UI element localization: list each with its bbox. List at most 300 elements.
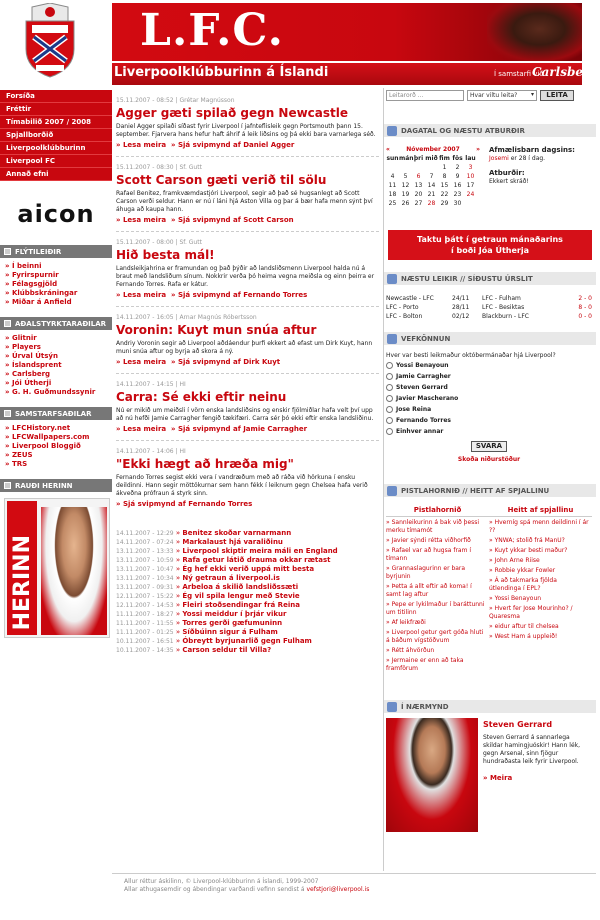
calendar-day[interactable]: 13 (414, 182, 423, 189)
player-profile-link[interactable]: » Sjá svipmynd af Jamie Carragher (171, 425, 307, 433)
column-article-link[interactable]: » Jermaine er enn að taka framförum (386, 657, 489, 673)
news-date: 10.11.2007 - 16:51 (116, 638, 174, 645)
sponsor-prefix: Í samstarfi við (494, 70, 544, 78)
link-urval[interactable]: » Úrval Útsýn (5, 352, 112, 361)
divider (116, 440, 379, 441)
poll-title: VEFKÖNNUN (401, 334, 451, 343)
link-i-beinni[interactable]: » Í beinni (5, 262, 112, 271)
radio-icon[interactable] (386, 406, 393, 413)
footer-copyright: Allur réttur áskilinn, © Liverpool-klúbburinn á Íslandi, 1999-2007 (124, 878, 319, 885)
herinn-title: RAUÐI HERINN (15, 481, 73, 490)
forum-thread-link[interactable]: » Yossi Benayoun (489, 595, 592, 603)
calendar-day[interactable]: 6 (416, 173, 421, 180)
birthday-label: Afmælisbarn dagsins: (489, 146, 575, 154)
article (112, 163, 383, 225)
article-meta: 14.11.2007 - 16:05 | Arnar Magnús Róbertsson (116, 314, 257, 321)
read-more-link[interactable]: » Lesa meira (116, 291, 166, 299)
herinn-header (0, 479, 112, 492)
poll-option-label: Fernando Torres (396, 417, 451, 424)
article (112, 380, 383, 434)
gerrard-photo[interactable] (386, 718, 478, 832)
calendar-day[interactable]: 19 (401, 191, 410, 198)
poll (386, 350, 592, 463)
fixtures-icon (387, 274, 397, 284)
people-icon (387, 486, 397, 496)
poll-icon (387, 334, 397, 344)
result-score[interactable]: 2 - 0 (578, 295, 592, 302)
fixture-row (386, 303, 592, 312)
flytileidir-header (0, 245, 112, 258)
calendar-day (399, 163, 412, 172)
events-label: Atburðir: (489, 169, 525, 177)
article-title[interactable]: Voronin: Kuyt mun snúa aftur (116, 323, 317, 337)
right-column (384, 88, 596, 871)
calendar-day (412, 163, 425, 172)
divider (116, 156, 379, 157)
player-profile-link[interactable]: » Sjá svipmynd af Dirk Kuyt (171, 358, 280, 366)
calendar-weekday: lau (465, 155, 476, 162)
player-profile-link[interactable]: » Sjá svipmynd af Daniel Agger (171, 141, 294, 149)
article-links (116, 291, 379, 300)
focus-header (384, 700, 596, 713)
nav-item-forsida[interactable]: Forsíða (0, 90, 112, 103)
calendar-day[interactable]: 2 (455, 164, 460, 171)
radio-icon[interactable] (386, 395, 393, 402)
article-body: Landsleikjahrina er framundan og það þýðir að landsliðsmenn Liverpool halda nú á braut með landsliðum sínum. Nokkrir verða þó heima vegna meiðsla og einn þeirra er Fernando Torres. Rafa er kátur. (116, 265, 375, 288)
fixture-date[interactable]: 24/11 (452, 295, 470, 302)
radio-icon[interactable] (386, 384, 393, 391)
focus-more-link[interactable]: » Meira (483, 774, 513, 782)
article-links (116, 141, 379, 150)
nav-item-annad-efni[interactable]: Annað efni (0, 168, 112, 181)
games-title: NÆSTU LEIKIR // SÍÐUSTU ÚRSLIT (401, 274, 533, 283)
news-headline[interactable]: Benitez skoðar varnarmann (182, 529, 292, 537)
news-list-item[interactable] (116, 592, 379, 601)
news-date: 14.11.2007 - 07:24 (116, 539, 174, 546)
news-list-item[interactable] (116, 538, 379, 547)
article-body: Rafael Benitez, framkvæmdastjóri Liverpool, segir að það sé hugsanlegt að Scott Carson verði seldur. Hann er nú í láni hjá Aston Villa og þar á bær hafa menn sýnt því áhuga að kaupa hann. (116, 190, 373, 213)
calendar-day[interactable]: 15 (440, 182, 449, 189)
aicon-sponsor-logo[interactable]: aicon (17, 200, 95, 228)
news-headline[interactable]: Torres gerði gæfumuninn (182, 619, 283, 627)
column-article-link[interactable]: » Javier sýndi rétta viðhorfið (386, 537, 489, 545)
poll-option-label: Javier Mascherano (396, 395, 459, 402)
news-list-item[interactable] (116, 628, 379, 637)
article-body: Fernando Torres segist ekki vera í vandræðum með að ráða við hörkuna í ensku deildinni. Hann segir möttökurnar sem hann fékk í leiknum gegn Chelsea hafa verið ákveðna prófraun á styrk sinn. (116, 474, 368, 497)
section-icon (4, 248, 11, 255)
forum-thread-link[interactable]: » Hvert fer Jose Mourinho? / Quaresma (489, 605, 592, 621)
news-date: 13.11.2007 - 10:47 (116, 566, 174, 573)
divider (116, 231, 379, 232)
player-profile-link[interactable]: » Sjá svipmynd af Scott Carson (171, 216, 294, 224)
calendar-day[interactable]: 21 (427, 191, 436, 198)
promo-line-1: Taktu þátt í getraun mánaðarins (417, 235, 563, 244)
column-article-link[interactable]: » Þetta á allt eftir að koma! í samt lag aftur (386, 583, 489, 599)
birthday-suffix: er 28 í dag. (510, 155, 546, 162)
result-match[interactable]: LFC - Fulham (482, 295, 521, 302)
article (112, 447, 383, 509)
forum-thread-link[interactable]: » West Ham á uppleið! (489, 633, 592, 641)
article-body: Andriy Voronin segir að Liverpool aðdáendur þurfi ekkert að efast um Dirk Kuyt, hann muni snúa aftur og byrja að skora á ný. (116, 340, 373, 355)
news-headline[interactable]: Markalaust hjá varaliðinu (182, 538, 283, 546)
calendar-day (386, 163, 399, 172)
news-headline[interactable]: Ég hef ekki verið uppá mitt besta (182, 565, 315, 573)
news-headline[interactable]: Arbeloa á skilið landsliðssæti (182, 583, 299, 591)
news-column (112, 88, 384, 871)
article-meta: 15.11.2007 - 08:30 | Sf. Gutt (116, 164, 202, 171)
article-body: Nú er mikið um meiðsli í vörn enska landsliðsins og enskir fjölmiðlar hafa velt því upp að nú hefði Jamie Carragher fengið tækifæri. Carra sér þó ekki eftir enska landsliðinu. (116, 407, 374, 422)
article-meta: 15.11.2007 - 08:00 | Sf. Gutt (116, 239, 202, 246)
news-list-item[interactable] (116, 547, 379, 556)
link-islandsprent[interactable]: » Íslandsprent (5, 361, 112, 370)
calendar-header (384, 124, 596, 137)
calendar-day[interactable]: 7 (429, 173, 434, 180)
read-more-link[interactable]: » Lesa meira (116, 141, 166, 149)
news-arrow: » (173, 601, 183, 609)
article-links (116, 500, 379, 509)
article-links (116, 425, 379, 434)
calendar-weekday: sun (386, 155, 399, 162)
link-bloggid[interactable]: » Liverpool Bloggið (5, 442, 112, 451)
news-list-item[interactable] (116, 619, 379, 628)
left-sidebar (0, 90, 112, 730)
result-match[interactable]: LFC - Besiktas (482, 304, 525, 311)
calendar-day[interactable]: 20 (414, 191, 423, 198)
focus-name[interactable]: Steven Gerrard (483, 720, 553, 729)
nav-item-liverpool-fc[interactable]: Liverpool FC (0, 155, 112, 168)
radio-icon[interactable] (386, 362, 393, 369)
focus-box (386, 718, 592, 834)
tagline-bar (112, 63, 598, 85)
quiz-promo-banner[interactable] (388, 230, 592, 260)
news-arrow: » (173, 547, 183, 555)
news-headline[interactable]: Yossi meiddur í þrjár vikur (182, 610, 287, 618)
news-arrow: » (173, 646, 183, 654)
news-date: 13.11.2007 - 10:59 (116, 557, 174, 564)
nav-item-spjallbordid[interactable]: Spjallborðið (0, 129, 112, 142)
samstarf-title: SAMSTARFSAÐILAR (15, 409, 92, 418)
calendar-day[interactable]: 1 (442, 164, 447, 171)
calendar-day[interactable]: 17 (466, 182, 475, 189)
calendar-day[interactable]: 8 (442, 173, 447, 180)
article-title[interactable]: Hið besta mál! (116, 248, 215, 262)
news-list-item[interactable] (116, 565, 379, 574)
news-headline[interactable]: Ný getraun á liverpool.is (182, 574, 280, 582)
radio-icon[interactable] (386, 373, 393, 380)
banner-title: L.F.C. (140, 5, 284, 56)
link-lfcwallpapers[interactable]: » LFCWallpapers.com (5, 433, 112, 442)
search-button[interactable]: LEITA (540, 90, 574, 101)
calendar-day[interactable]: 14 (427, 182, 436, 189)
poll-option[interactable] (386, 393, 592, 404)
article-links (116, 216, 379, 225)
next-fixture[interactable]: LFC - Porto (386, 304, 419, 311)
forum-thread-link[interactable]: » eidur aftur til chelsea (489, 623, 592, 631)
news-list-item[interactable] (116, 529, 379, 538)
magazine-title: HERINN (10, 535, 35, 631)
next-fixture[interactable]: LFC - Bolton (386, 313, 423, 320)
calendar (386, 146, 480, 208)
news-arrow: » (173, 592, 183, 600)
fixture-date[interactable]: 28/11 (452, 304, 470, 311)
news-arrow: » (173, 628, 183, 636)
news-list-item[interactable] (116, 574, 379, 583)
calendar-day[interactable]: 4 (390, 173, 395, 180)
news-date: 13.11.2007 - 13:33 (116, 548, 174, 555)
poll-results-link[interactable]: Skoða niðurstöður (457, 456, 521, 463)
search-input[interactable]: Leitarorð ... (386, 90, 464, 101)
calendar-weekday: fös (452, 155, 463, 162)
poll-option-label: Yossi Benayoun (396, 362, 449, 369)
article-title[interactable]: "Ekki hægt að hræða mig" (116, 457, 294, 471)
birthday-box (489, 146, 589, 186)
poll-option[interactable] (386, 382, 592, 393)
result-match[interactable]: Blackburn - LFC (482, 313, 529, 320)
link-carlsberg[interactable]: » Carlsberg (5, 370, 112, 379)
article-links (116, 358, 379, 367)
read-more-link[interactable]: » Lesa meira (116, 216, 166, 224)
liverpool-crest-logo[interactable] (22, 3, 78, 79)
focus-title: Í NÆRMYND (401, 702, 449, 711)
promo-line-2: í boði Jóa Útherja (451, 246, 529, 255)
next-month-link[interactable]: » (476, 146, 480, 153)
focus-more-label: Meira (489, 774, 513, 782)
divider (116, 306, 379, 307)
news-date: 11.11.2007 - 11:55 (116, 620, 174, 627)
nav-item-timabilid[interactable]: Tímabilið 2007 / 2008 (0, 116, 112, 129)
article-body: Daniel Agger spilaði síðast fyrir Liverpool í jafnteflisleik gegn Portsmouth þann 15. september. Fjarvera hans hefur haft áhrif á leik liðsins og þá ekki bara varnarlega séð. (116, 123, 376, 138)
link-joi-utherji[interactable]: » Jói Útherji (5, 379, 112, 388)
site-tagline: Liverpoolklúbburinn á Íslandi (114, 65, 329, 80)
column-article-link[interactable]: » Liverpool getur gert góða hluti á báðum vígstöðvum (386, 629, 489, 645)
poll-option-label: Jose Reina (396, 406, 432, 413)
fixture-row (386, 294, 592, 303)
lfc-banner (112, 3, 582, 61)
carlsberg-logo[interactable]: Carlsberg (532, 65, 598, 79)
nav-item-frettir[interactable]: Fréttir (0, 103, 112, 116)
calendar-day[interactable]: 5 (403, 173, 408, 180)
nav-item-klubburinn[interactable]: Liverpoolklúbburinn (0, 142, 112, 155)
news-date: 13.11.2007 - 09:31 (116, 584, 174, 591)
fixture-row (386, 312, 592, 321)
section-icon (4, 410, 11, 417)
games-header (384, 272, 596, 285)
news-date: 12.11.2007 - 14:53 (116, 602, 174, 609)
calendar-weekday: mið (425, 155, 438, 162)
news-list-item[interactable] (116, 646, 379, 655)
link-felagsgjold[interactable]: » Félagsgjöld (5, 280, 112, 289)
prev-month-link[interactable]: « (386, 146, 390, 153)
person-icon (387, 702, 397, 712)
news-date: 11.11.2007 - 01:25 (116, 629, 174, 636)
flytileidir-list (0, 258, 112, 307)
calendar-day[interactable]: 29 (440, 200, 449, 207)
main-nav (0, 90, 112, 181)
news-date: 12.11.2007 - 15:22 (116, 593, 174, 600)
calendar-day[interactable]: 30 (453, 200, 462, 207)
poll-header (384, 332, 596, 345)
birthday-name[interactable]: Josemi (489, 155, 509, 162)
adal-title: AÐALSTYRKTARAÐILAR (15, 319, 107, 328)
search-scope-select[interactable]: Hvar viltu leita? ▾ (467, 90, 537, 101)
focus-text: Steven Gerrard á sannarlega skildar hamingjuóskir! Hann lék, gegn Arsenal, sinn fjögur hundraðasta leik fyrir Liverpool. (483, 734, 581, 765)
news-headline[interactable]: Carson seldur til Villa? (182, 646, 272, 654)
poll-option[interactable] (386, 371, 592, 382)
link-players[interactable]: » Players (5, 343, 112, 352)
poll-option[interactable] (386, 360, 592, 371)
calendar-month-nav (386, 146, 480, 153)
link-lfchistory[interactable]: » LFCHistory.net (5, 424, 112, 433)
poll-option-label: Jamie Carragher (396, 373, 451, 380)
flytileidir-title: FLÝTILEIÐIR (15, 247, 62, 256)
news-arrow: » (173, 583, 183, 591)
news-date: 13.11.2007 - 10:34 (116, 575, 174, 582)
link-fyrirspurnir[interactable]: » Fyrirspurnir (5, 271, 112, 280)
link-zeus[interactable]: » ZEUS (5, 451, 112, 460)
calendar-day[interactable]: 28 (427, 200, 436, 207)
forum-thread-link[interactable]: » Hverníg spá menn deildinni í ár ?? (489, 519, 592, 535)
calendar-day[interactable]: 23 (453, 191, 462, 198)
link-trs[interactable]: » TRS (5, 460, 112, 469)
calendar-title: DAGATAL OG NÆSTU ATBURÐIR (401, 126, 525, 135)
column-article-link[interactable]: » Pepe er lykilmaður í baráttunni um titilinn (386, 601, 489, 617)
columns-title: PISTLAHORNIÐ // HEITT AF SPJALLINU (401, 486, 550, 495)
samstarf-list (0, 420, 112, 469)
news-arrow: » (173, 574, 183, 582)
next-fixture[interactable]: Newcastle - LFC (386, 295, 434, 302)
calendar-month: Nóvember 2007 (406, 146, 460, 153)
column-article-link[interactable]: » Af leikfræði (386, 619, 489, 627)
poll-option[interactable] (386, 426, 592, 437)
player-profile-link[interactable]: » Sjá svipmynd af Fernando Torres (171, 291, 307, 299)
adal-header (0, 317, 112, 330)
article-meta: 15.11.2007 - 08:52 | Grétar Magnússon (116, 97, 235, 104)
fixtures-results (386, 294, 592, 321)
calendar-day[interactable]: 11 (388, 182, 397, 189)
forum-thread-link[interactable]: » Á að takmarka fjölda útlendinga í EPL? (489, 577, 592, 593)
news-date: 10.11.2007 - 14:35 (116, 647, 174, 654)
fixture-date[interactable]: 02/12 (452, 313, 470, 320)
calendar-day (425, 163, 438, 172)
forum-thread-link[interactable]: » YNWA; stolið frá ManU? (489, 537, 592, 545)
calendar-day[interactable]: 9 (455, 173, 460, 180)
column-article-link[interactable]: » Rafael var að hugsa fram í tímann (386, 547, 489, 563)
news-list-item[interactable] (116, 610, 379, 619)
read-more-link[interactable]: » Lesa meira (116, 425, 166, 433)
column-article-link[interactable]: » Sannleikurinn á bak við þessi merku tímamót (386, 519, 489, 535)
result-score[interactable]: 8 - 0 (578, 304, 592, 311)
site-footer (112, 873, 596, 920)
calendar-grid (386, 154, 480, 208)
news-headline[interactable]: Fleiri stoðsendingar frá Reina (182, 601, 300, 609)
radio-icon[interactable] (386, 417, 393, 424)
columns-left-list (386, 517, 489, 673)
footer-email-link[interactable]: vefstjori@liverpool.is (306, 886, 370, 893)
article-title[interactable]: Scott Carson gæti verið til sölu (116, 173, 327, 187)
news-headline[interactable]: Rafa getur látið drauma okkar rætast (182, 556, 331, 564)
poll-question: Hver var besti leikmaður októbermánaðar hjá Liverpool? (386, 352, 556, 359)
article-title[interactable]: Agger gæti spilað gegn Newcastle (116, 106, 349, 120)
section-icon (4, 482, 11, 489)
section-icon (4, 320, 11, 327)
calendar-day[interactable]: 27 (414, 200, 423, 207)
news-headline[interactable]: Síðbúinn sigur á Fulham (182, 628, 278, 636)
link-glitnir[interactable]: » Glitnir (5, 334, 112, 343)
calendar-icon (387, 126, 397, 136)
news-headline[interactable]: Ég vil spila lengur með Stevie (182, 592, 300, 600)
column-article-link[interactable]: » Rétt áhvörðun (386, 647, 489, 655)
article-meta: 14.11.2007 - 14:06 | HI (116, 448, 186, 455)
poll-options (386, 360, 592, 437)
news-list-item[interactable] (116, 556, 379, 565)
news-date: 14.11.2007 - 12:29 (116, 530, 174, 537)
calendar-day[interactable]: 3 (468, 164, 473, 171)
article (112, 238, 383, 300)
news-arrow: » (173, 637, 183, 645)
vote-button[interactable]: SVARA (471, 441, 507, 452)
site-header (0, 0, 600, 88)
columns-right-title: Heitt af spjallinu (489, 506, 592, 517)
link-klubbskraningar[interactable]: » Klúbbskráningar (5, 289, 112, 298)
news-list-item[interactable] (116, 637, 379, 646)
columns-right-list (489, 517, 592, 673)
older-news-list (112, 529, 383, 655)
divider (116, 373, 379, 374)
forum-thread-link[interactable]: » Kuyt ykkar besti maður? (489, 547, 592, 555)
magazine-cover-strip (7, 501, 37, 635)
calendar-weekday: fim (439, 155, 450, 162)
calendar-day[interactable]: 22 (440, 191, 449, 198)
poll-option[interactable] (386, 415, 592, 426)
player-profile-link[interactable]: » Sjá svipmynd af Fernando Torres (116, 500, 252, 508)
calendar-day[interactable]: 24 (466, 191, 475, 198)
column-article-link[interactable]: » Grannaslagurinn er bara byrjunin (386, 565, 489, 581)
read-more-link[interactable]: » Lesa meira (116, 358, 166, 366)
news-list-item[interactable] (116, 583, 379, 592)
calendar-day[interactable]: 10 (466, 173, 475, 180)
article (112, 96, 383, 150)
calendar-day[interactable]: 16 (453, 182, 462, 189)
result-score[interactable]: 0 - 0 (578, 313, 592, 320)
link-midar[interactable]: » Miðar á Anfield (5, 298, 112, 307)
footer-contact (124, 886, 584, 894)
poll-option-label: Steven Gerrard (396, 384, 448, 391)
news-arrow: » (173, 538, 183, 546)
poll-option[interactable] (386, 404, 592, 415)
radio-icon[interactable] (386, 428, 393, 435)
article-title[interactable]: Carra: Sé ekki eftir neinu (116, 390, 287, 404)
news-arrow: » (173, 556, 183, 564)
poll-option-label: Einhver annar (396, 428, 444, 435)
link-gh[interactable]: » G. H. Guðmundssynir (5, 388, 112, 397)
calendar-weekday: mán (399, 155, 414, 162)
news-headline[interactable]: Óbreytt byrjunarlið gegn Fulham (182, 637, 312, 645)
calendar-day[interactable]: 12 (401, 182, 410, 189)
herinn-magazine[interactable] (4, 498, 110, 638)
news-list-item[interactable] (116, 601, 379, 610)
news-headline[interactable]: Liverpool skiptir meira máli en England (182, 547, 338, 555)
calendar-day[interactable]: 25 (388, 200, 397, 207)
article-meta: 14.11.2007 - 14:15 | HI (116, 381, 186, 388)
forum-thread-link[interactable]: » John Arne Riise (489, 557, 592, 565)
calendar-day (464, 199, 477, 208)
forum-thread-link[interactable]: » Robbie ykkar Fowler (489, 567, 592, 575)
news-arrow: » (173, 565, 183, 573)
calendar-day[interactable]: 26 (401, 200, 410, 207)
article (112, 313, 383, 367)
calendar-day[interactable]: 18 (388, 191, 397, 198)
news-arrow: » (173, 610, 183, 618)
